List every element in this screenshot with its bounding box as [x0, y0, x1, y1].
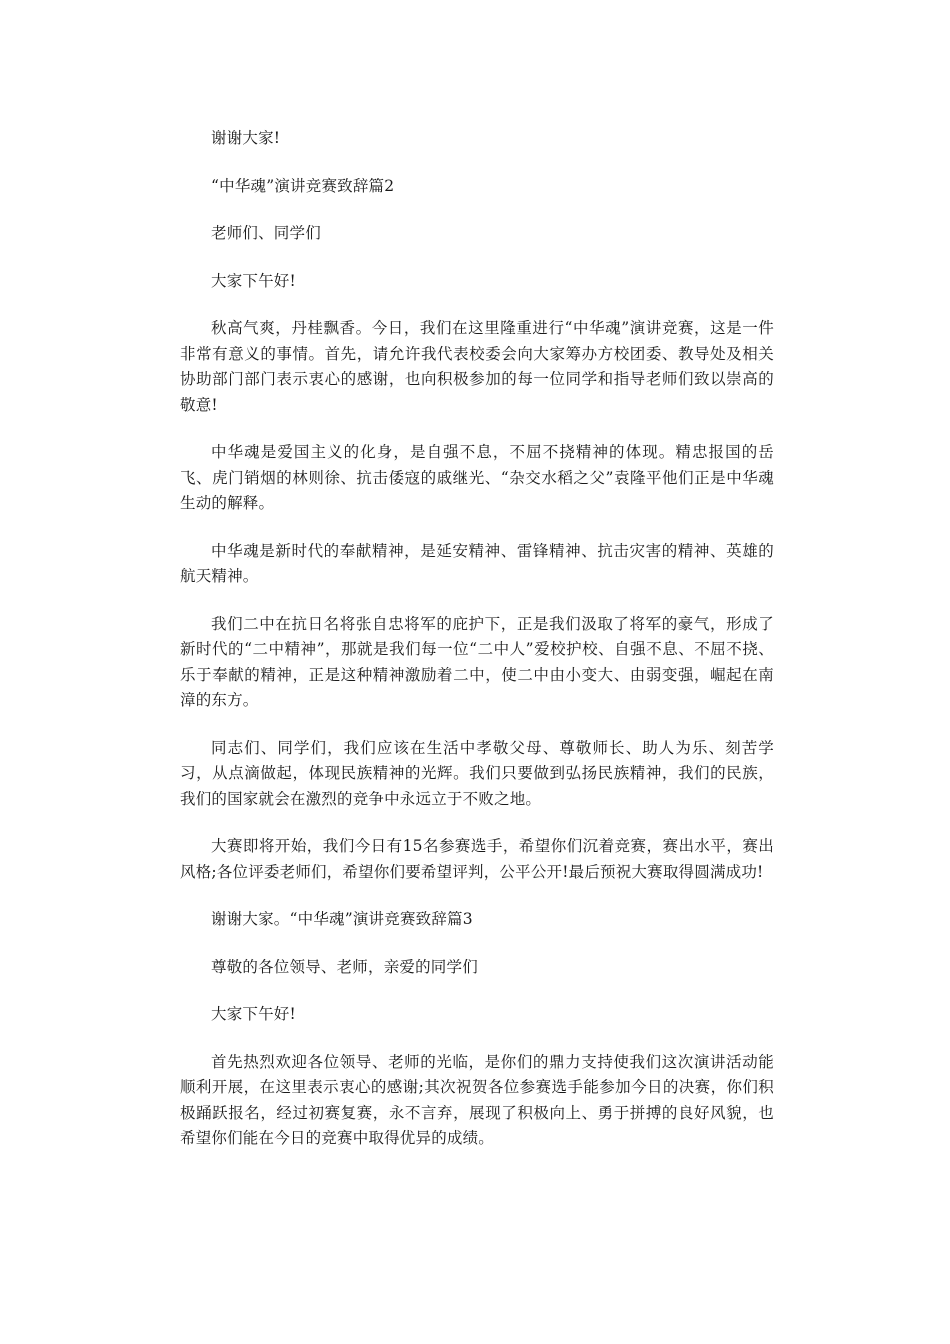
body-paragraph: 大赛即将开始，我们今日有15名参赛选手，希望你们沉着竞赛，赛出水平，赛出风格;各位评委老师们，希望你们要希望评判，公平公开!最后预祝大赛取得圆满成功! — [180, 837, 774, 881]
section-title-2: “中华魂”演讲竞赛致辞篇2 — [211, 176, 395, 195]
salutation: 老师们、同学们 — [211, 224, 321, 242]
greeting: 大家下午好! — [211, 1005, 296, 1023]
body-paragraph: 秋高气爽，丹桂飘香。今日，我们在这里隆重进行“中华魂”演讲竞赛，这是一件非常有意义的事情。首先，请允许我代表校委会向大家筹办方校团委、教导处及相关协助部门部门表示衷心的感谢，也向积极参加的每一位同学和指导老师们致以崇高的敬意! — [180, 319, 774, 414]
body-paragraph: 首先热烈欢迎各位领导、老师的光临，是你们的鼎力支持使我们这次演讲活动能顺利开展，在这里表示衷心的感谢;其次祝贺各位参赛选手能参加今日的决赛，你们积极踊跃报名，经过初赛复赛，永不言弃，展现了积极向上、勇于拼搏的良好风貌，也希望你们能在今日的竞赛中取得优异的成绩。 — [180, 1052, 774, 1147]
closing-thanks: 谢谢大家! — [211, 129, 281, 147]
section-title-3: 谢谢大家。“中华魂”演讲竞赛致辞篇3 — [211, 910, 473, 928]
body-paragraph: 中华魂是爱国主义的化身，是自强不息，不屈不挠精神的体现。精忠报国的岳飞、虎门销烟的林则徐、抗击倭寇的戚继光、“杂交水稻之父”袁隆平他们正是中华魂生动的解释。 — [180, 443, 774, 512]
body-paragraph: 同志们、同学们，我们应该在生活中孝敬父母、尊敬师长、助人为乐、刻苦学习，从点滴做起，体现民族精神的光辉。我们只要做到弘扬民族精神，我们的民族，我们的国家就会在激烈的竞争中永远立于不败之地。 — [180, 738, 774, 808]
greeting: 大家下午好! — [211, 271, 296, 290]
document-body — [180, 126, 774, 1174]
salutation: 尊敬的各位领导、老师，亲爱的同学们 — [211, 957, 478, 976]
body-paragraph: 我们二中在抗日名将张自忠将军的庇护下，正是我们汲取了将军的豪气，形成了新时代的“二中精神”，那就是我们每一位“二中人”爱校护校、自强不息、不屈不挠、乐于奉献的精神，正是这种精神激励着二中，使二中由小变大、由弱变强，崛起在南漳的东方。 — [180, 614, 774, 709]
body-paragraph: 中华魂是新时代的奉献精神，是延安精神、雷锋精神、抗击灾害的精神、英雄的航天精神。 — [180, 541, 774, 585]
